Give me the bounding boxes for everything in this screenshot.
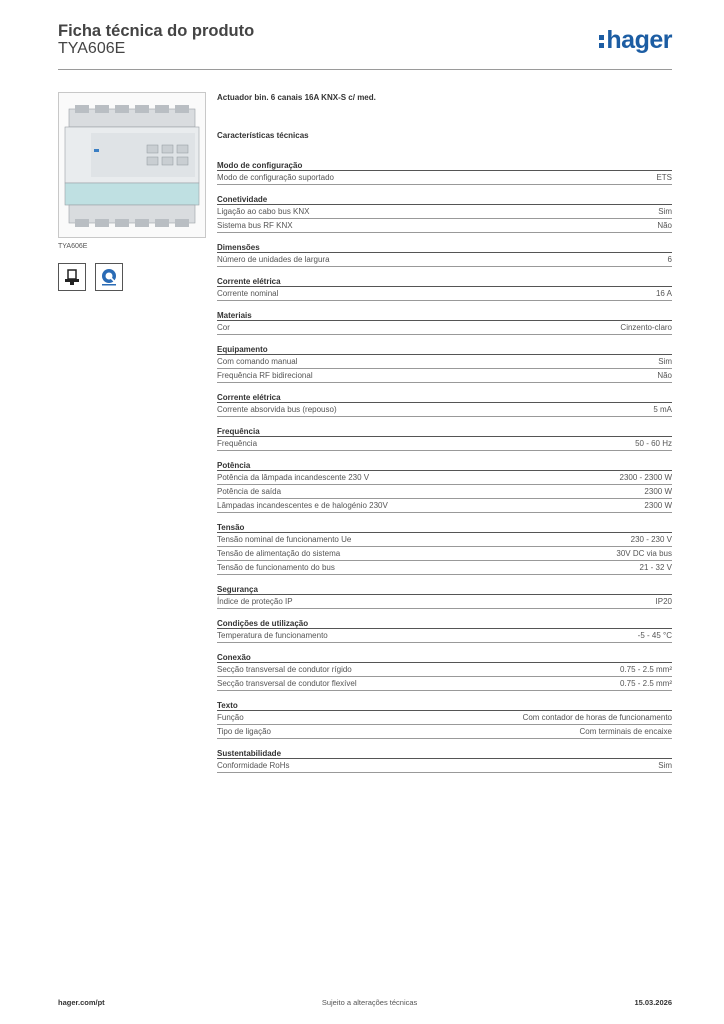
spec-row (217, 471, 672, 485)
spec-group (217, 584, 672, 609)
spec-row (217, 369, 672, 383)
spec-group (217, 392, 672, 417)
spec-value: IP20 (655, 597, 672, 606)
spec-value: 2300 - 2300 W (619, 473, 672, 482)
spec-row (217, 677, 672, 691)
logo-dots-icon (599, 35, 605, 51)
spec-value: 5 mA (653, 405, 672, 414)
spec-value: Sim (658, 207, 672, 216)
spec-group (217, 618, 672, 643)
spec-label: Potência de saída (217, 487, 282, 496)
hager-logo (599, 26, 672, 54)
spec-row (217, 629, 672, 643)
spec-group (217, 194, 672, 233)
spec-group (217, 652, 672, 691)
spec-value: ETS (656, 173, 672, 182)
spec-row (217, 663, 672, 677)
spec-row (217, 547, 672, 561)
spec-label: Secção transversal de condutor flexível (217, 679, 357, 688)
spec-group-title: Conetividade (217, 194, 672, 205)
spec-group (217, 242, 672, 267)
spec-value: 50 - 60 Hz (635, 439, 672, 448)
spec-group-title: Modo de configuração (217, 160, 672, 171)
spec-value: -5 - 45 °C (637, 631, 672, 640)
spec-label: Sistema bus RF KNX (217, 221, 293, 230)
actuator-device-icon (59, 93, 205, 237)
product-reference: TYA606E (58, 40, 126, 57)
spec-label: Conformidade RoHs (217, 761, 290, 770)
spec-value: Com contador de horas de funcionamento (522, 713, 672, 722)
spec-value: 2300 W (644, 501, 672, 510)
spec-group-title: Sustentabilidade (217, 748, 672, 759)
product-image (58, 92, 206, 238)
spec-groups (217, 160, 672, 773)
spec-group-title: Texto (217, 700, 672, 711)
spec-label: Potência da lâmpada incandescente 230 V (217, 473, 370, 482)
spec-row (217, 403, 672, 417)
spec-row (217, 595, 672, 609)
spec-label: Ligação ao cabo bus KNX (217, 207, 310, 216)
spec-row (217, 561, 672, 575)
spec-value: Sim (658, 761, 672, 770)
spec-label: Corrente absorvida bus (repouso) (217, 405, 337, 414)
quality-mark-icon (95, 263, 123, 291)
din-rail-mount-icon (58, 263, 86, 291)
spec-label: Tensão de funcionamento do bus (217, 563, 335, 572)
spec-row (217, 171, 672, 185)
certification-icons (58, 263, 123, 291)
spec-label: Tensão nominal de funcionamento Ue (217, 535, 352, 544)
spec-group-title: Frequência (217, 426, 672, 437)
spec-label: Corrente nominal (217, 289, 279, 298)
footer-website: hager.com/pt (58, 998, 105, 1007)
spec-label: Secção transversal de condutor rígido (217, 665, 352, 674)
spec-group (217, 310, 672, 335)
spec-value: Não (657, 221, 672, 230)
spec-row (217, 725, 672, 739)
spec-value: Sim (658, 357, 672, 366)
spec-row (217, 437, 672, 451)
page-header (58, 22, 672, 70)
spec-row (217, 355, 672, 369)
footer-date: 15.03.2026 (634, 998, 672, 1007)
spec-value: 16 A (655, 289, 672, 298)
spec-value: 0.75 - 2.5 mm² (619, 665, 672, 674)
spec-group-title: Corrente elétrica (217, 276, 672, 287)
spec-group (217, 276, 672, 301)
spec-label: Tensão de alimentação do sistema (217, 549, 341, 558)
spec-value: 21 - 32 V (639, 563, 672, 572)
footer-notice: Sujeito a alterações técnicas (321, 998, 418, 1007)
spec-row (217, 499, 672, 513)
spec-group (217, 160, 672, 185)
product-name: Actuador bin. 6 canais 16A KNX-S c/ med. (217, 93, 376, 102)
spec-label: Lâmpadas incandescentes e de halogénio 230V (217, 501, 388, 510)
spec-row (217, 253, 672, 267)
spec-group-title: Potência (217, 460, 672, 471)
document-title: Ficha técnica do produto (58, 22, 255, 40)
spec-group-title: Equipamento (217, 344, 672, 355)
product-image-caption: TYA606E (58, 243, 88, 250)
spec-row (217, 759, 672, 773)
spec-row (217, 533, 672, 547)
spec-row (217, 219, 672, 233)
spec-group (217, 460, 672, 513)
spec-group (217, 700, 672, 739)
spec-label: Temperatura de funcionamento (217, 631, 328, 640)
spec-group-title: Corrente elétrica (217, 392, 672, 403)
spec-group (217, 522, 672, 575)
spec-value: Com terminais de encaixe (579, 727, 672, 736)
spec-row (217, 321, 672, 335)
spec-row (217, 205, 672, 219)
page-footer (58, 998, 672, 1007)
spec-row (217, 485, 672, 499)
section-heading: Características técnicas (217, 131, 309, 140)
spec-value: 230 - 230 V (630, 535, 672, 544)
logo-text: hager (606, 26, 672, 54)
technical-specifications (217, 93, 672, 782)
spec-group-title: Segurança (217, 584, 672, 595)
spec-value: 2300 W (644, 487, 672, 496)
spec-label: Frequência (217, 439, 258, 448)
spec-group-title: Conexão (217, 652, 672, 663)
spec-label: Função (217, 713, 244, 722)
spec-label: Modo de configuração suportado (217, 173, 334, 182)
spec-group (217, 344, 672, 383)
spec-group-title: Dimensões (217, 242, 672, 253)
spec-group (217, 426, 672, 451)
spec-group-title: Condições de utilização (217, 618, 672, 629)
spec-value: Cinzento-claro (620, 323, 672, 332)
spec-label: Frequência RF bidirecional (217, 371, 313, 380)
spec-row (217, 711, 672, 725)
spec-value: 0.75 - 2.5 mm² (619, 679, 672, 688)
spec-group (217, 748, 672, 773)
spec-value: 30V DC via bus (616, 549, 672, 558)
spec-group-title: Materiais (217, 310, 672, 321)
spec-value: Não (657, 371, 672, 380)
spec-label: Índice de proteção IP (217, 597, 293, 606)
spec-label: Número de unidades de largura (217, 255, 330, 264)
spec-row (217, 287, 672, 301)
spec-label: Com comando manual (217, 357, 298, 366)
spec-group-title: Tensão (217, 522, 672, 533)
spec-value: 6 (667, 255, 672, 264)
spec-label: Cor (217, 323, 230, 332)
spec-label: Tipo de ligação (217, 727, 271, 736)
